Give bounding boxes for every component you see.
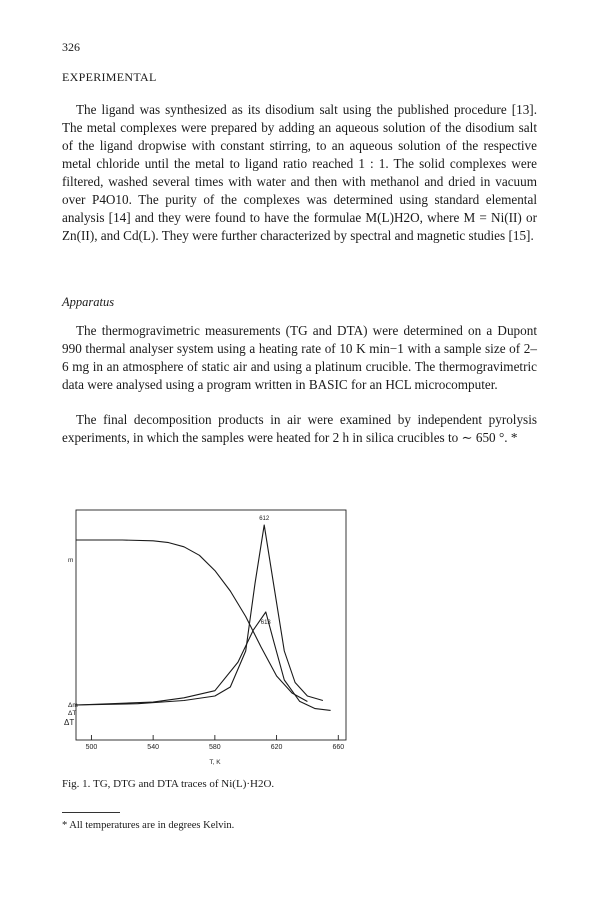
y-axis-label: ΔT bbox=[64, 718, 75, 727]
dta-curve bbox=[76, 612, 331, 710]
x-tick-label: 540 bbox=[147, 744, 159, 751]
x-tick-label: 500 bbox=[85, 744, 98, 751]
x-tick-label: 620 bbox=[270, 744, 283, 751]
y-axis-label: ΔT bbox=[68, 710, 77, 717]
x-axis-label: T, K bbox=[209, 759, 221, 766]
dtg-curve bbox=[76, 525, 323, 705]
paragraph-apparatus: The thermogravimetric measurements (TG and DTA) were determined on a Dupont 990 thermal analyser system using a heating rate of 10 K min−1 with a sample size of 2–6 mg in an atmosphere of static air and using a platinum crucible. The thermogravimetric data were analysed using a program written in BASIC for an HCL microcomputer. bbox=[62, 323, 537, 392]
figure-caption: Fig. 1. TG, DTG and DTA traces of Ni(L)·H2O. bbox=[62, 778, 275, 790]
footnote: * All temperatures are in degrees Kelvin. bbox=[62, 820, 235, 831]
x-tick-label: 580 bbox=[209, 744, 221, 751]
footnote-rule bbox=[62, 812, 120, 813]
page-number: 326 bbox=[62, 40, 80, 54]
y-axis-label: Δm bbox=[68, 702, 78, 709]
apparatus-heading: Apparatus bbox=[62, 295, 115, 309]
thermal-chart bbox=[66, 500, 351, 770]
section-heading: EXPERIMENTAL bbox=[62, 70, 157, 84]
y-axis-label: m bbox=[68, 557, 74, 564]
plot-frame bbox=[76, 510, 346, 740]
paragraph-decomposition: The final decomposition products in air were examined by independent pyrolysis experiments, in which the samples were heated for 2 h in silica crucibles to ∼ 650 °. * bbox=[62, 412, 537, 445]
peak-label-dta: 613 bbox=[260, 620, 271, 626]
paragraph-synthesis: The ligand was synthesized as its disodium salt using the published procedure [13]. The metal complexes were prepared by adding an aqueous solution of the disodium salt of the ligand dropwise with constant stirring, to an aqueous solution of the respective metal chloride until the metal to ligand ratio reached 1 : 1. The solid complexes were filtered, washed several times with water and then with methanol and dried in vacuum over P4O10. The purity of the complexes was determined using standard elemental analysis [14] and they were found to have the formulae M(L)H2O, where M = Ni(II) or Zn(II), and Cd(L). They were further characterized by spectral and magnetic studies [15]. bbox=[62, 102, 537, 243]
figure-thermal-traces bbox=[66, 500, 351, 775]
x-tick-label: 660 bbox=[332, 744, 345, 751]
tg-curve bbox=[76, 540, 307, 702]
peak-label-dtg: 612 bbox=[259, 516, 270, 522]
